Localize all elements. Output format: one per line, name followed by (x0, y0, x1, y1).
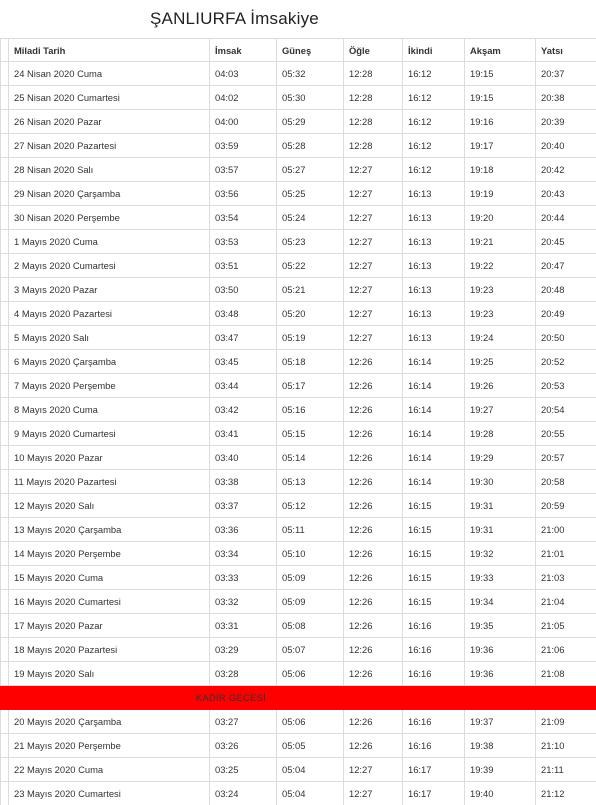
cell-gunes: 05:05 (277, 734, 344, 758)
cell-yatsi: 20:38 (536, 86, 596, 110)
cell-ogle: 12:27 (344, 278, 403, 302)
cell-gunes: 05:11 (277, 518, 344, 542)
cell-ogle: 12:26 (344, 470, 403, 494)
cell-date: 25 Nisan 2020 Cumartesi (9, 86, 210, 110)
row-edge-cell (1, 734, 9, 758)
cell-ogle: 12:28 (344, 110, 403, 134)
cell-gunes: 05:20 (277, 302, 344, 326)
cell-aksam: 19:34 (465, 590, 536, 614)
cell-date: 19 Mayıs 2020 Salı (9, 662, 210, 686)
cell-aksam: 19:36 (465, 638, 536, 662)
cell-imsak: 03:37 (210, 494, 277, 518)
cell-gunes: 05:22 (277, 254, 344, 278)
cell-ikindi: 16:13 (403, 230, 465, 254)
cell-ogle: 12:26 (344, 638, 403, 662)
header-edge-cell (1, 39, 9, 62)
cell-imsak: 03:33 (210, 566, 277, 590)
cell-imsak: 03:57 (210, 158, 277, 182)
cell-gunes: 05:14 (277, 446, 344, 470)
table-row (1, 758, 596, 782)
cell-yatsi: 20:39 (536, 110, 596, 134)
cell-date: 3 Mayıs 2020 Pazar (9, 278, 210, 302)
cell-gunes: 05:10 (277, 542, 344, 566)
table-row (1, 278, 596, 302)
cell-gunes: 05:12 (277, 494, 344, 518)
cell-date: 26 Nisan 2020 Pazar (9, 110, 210, 134)
cell-aksam: 19:31 (465, 518, 536, 542)
table-row (1, 326, 596, 350)
row-edge-cell (1, 326, 9, 350)
cell-yatsi: 20:45 (536, 230, 596, 254)
cell-yatsi: 20:49 (536, 302, 596, 326)
cell-ikindi: 16:14 (403, 398, 465, 422)
cell-gunes: 05:06 (277, 710, 344, 734)
table-row (1, 206, 596, 230)
cell-yatsi: 20:48 (536, 278, 596, 302)
cell-imsak: 03:38 (210, 470, 277, 494)
cell-ikindi: 16:12 (403, 158, 465, 182)
row-edge-cell (1, 206, 9, 230)
table-row (1, 494, 596, 518)
row-edge-cell (1, 638, 9, 662)
cell-ikindi: 16:16 (403, 662, 465, 686)
cell-ogle: 12:26 (344, 662, 403, 686)
cell-aksam: 19:18 (465, 158, 536, 182)
cell-yatsi: 20:47 (536, 254, 596, 278)
cell-ogle: 12:26 (344, 446, 403, 470)
cell-ikindi: 16:14 (403, 374, 465, 398)
cell-gunes: 05:04 (277, 758, 344, 782)
cell-aksam: 19:27 (465, 398, 536, 422)
row-edge-cell (1, 374, 9, 398)
cell-gunes: 05:27 (277, 158, 344, 182)
header-aksam: Akşam (465, 39, 536, 62)
row-edge-cell (1, 182, 9, 206)
cell-date: 18 Mayıs 2020 Pazartesi (9, 638, 210, 662)
cell-gunes: 05:06 (277, 662, 344, 686)
cell-ogle: 12:27 (344, 302, 403, 326)
cell-aksam: 19:39 (465, 758, 536, 782)
cell-imsak: 03:29 (210, 638, 277, 662)
table-row (1, 230, 596, 254)
cell-yatsi: 20:43 (536, 182, 596, 206)
header-ikindi: İkindi (403, 39, 465, 62)
cell-gunes: 05:29 (277, 110, 344, 134)
row-edge-cell (1, 134, 9, 158)
cell-yatsi: 20:58 (536, 470, 596, 494)
cell-date: 1 Mayıs 2020 Cuma (9, 230, 210, 254)
cell-aksam: 19:33 (465, 566, 536, 590)
cell-gunes: 05:07 (277, 638, 344, 662)
special-label: KADİR GECESİ (195, 692, 267, 703)
table-row (1, 470, 596, 494)
cell-imsak: 03:32 (210, 590, 277, 614)
cell-yatsi: 21:11 (536, 758, 596, 782)
cell-yatsi: 21:10 (536, 734, 596, 758)
cell-date: 20 Mayıs 2020 Çarşamba (9, 710, 210, 734)
cell-yatsi: 20:53 (536, 374, 596, 398)
cell-ikindi: 16:15 (403, 494, 465, 518)
cell-gunes: 05:25 (277, 182, 344, 206)
cell-ikindi: 16:15 (403, 566, 465, 590)
cell-ogle: 12:28 (344, 134, 403, 158)
row-edge-cell (1, 758, 9, 782)
cell-ikindi: 16:15 (403, 518, 465, 542)
cell-yatsi: 21:12 (536, 782, 596, 805)
cell-yatsi: 21:01 (536, 542, 596, 566)
cell-imsak: 03:53 (210, 230, 277, 254)
header-imsak: İmsak (210, 39, 277, 62)
cell-date: 27 Nisan 2020 Pazartesi (9, 134, 210, 158)
row-edge-cell (1, 446, 9, 470)
cell-aksam: 19:35 (465, 614, 536, 638)
cell-yatsi: 20:37 (536, 62, 596, 86)
cell-imsak: 03:34 (210, 542, 277, 566)
row-edge-cell (1, 350, 9, 374)
cell-date: 6 Mayıs 2020 Çarşamba (9, 350, 210, 374)
cell-date: 4 Mayıs 2020 Pazartesi (9, 302, 210, 326)
cell-aksam: 19:31 (465, 494, 536, 518)
cell-gunes: 05:28 (277, 134, 344, 158)
cell-yatsi: 20:40 (536, 134, 596, 158)
table-row (1, 614, 596, 638)
table-row (1, 446, 596, 470)
cell-ogle: 12:26 (344, 614, 403, 638)
cell-ogle: 12:27 (344, 182, 403, 206)
cell-ogle: 12:28 (344, 86, 403, 110)
row-edge-cell (1, 422, 9, 446)
cell-ikindi: 16:14 (403, 446, 465, 470)
table-row (1, 86, 596, 110)
cell-aksam: 19:24 (465, 326, 536, 350)
header-gunes: Güneş (277, 39, 344, 62)
row-edge-cell (1, 398, 9, 422)
cell-ogle: 12:27 (344, 206, 403, 230)
cell-ikindi: 16:16 (403, 734, 465, 758)
cell-date: 15 Mayıs 2020 Cuma (9, 566, 210, 590)
cell-ikindi: 16:15 (403, 590, 465, 614)
cell-imsak: 03:47 (210, 326, 277, 350)
cell-aksam: 19:28 (465, 422, 536, 446)
row-edge-cell (1, 254, 9, 278)
cell-imsak: 03:48 (210, 302, 277, 326)
row-edge-cell (1, 566, 9, 590)
cell-yatsi: 20:52 (536, 350, 596, 374)
row-edge-cell (1, 542, 9, 566)
cell-imsak: 03:59 (210, 134, 277, 158)
cell-yatsi: 21:09 (536, 710, 596, 734)
row-edge-cell (1, 710, 9, 734)
table-row (1, 734, 596, 758)
table-row (1, 62, 596, 86)
cell-yatsi: 20:54 (536, 398, 596, 422)
cell-date: 13 Mayıs 2020 Çarşamba (9, 518, 210, 542)
table-row (1, 398, 596, 422)
cell-imsak: 03:50 (210, 278, 277, 302)
cell-gunes: 05:32 (277, 62, 344, 86)
cell-gunes: 05:09 (277, 590, 344, 614)
cell-ogle: 12:26 (344, 710, 403, 734)
cell-aksam: 19:22 (465, 254, 536, 278)
cell-date: 2 Mayıs 2020 Cumartesi (9, 254, 210, 278)
cell-aksam: 19:21 (465, 230, 536, 254)
header-row (1, 39, 596, 62)
cell-imsak: 03:31 (210, 614, 277, 638)
cell-ikindi: 16:16 (403, 638, 465, 662)
cell-aksam: 19:37 (465, 710, 536, 734)
table-row (1, 134, 596, 158)
cell-imsak: 03:56 (210, 182, 277, 206)
cell-ikindi: 16:13 (403, 206, 465, 230)
cell-ogle: 12:26 (344, 422, 403, 446)
cell-ikindi: 16:17 (403, 782, 465, 805)
cell-aksam: 19:36 (465, 662, 536, 686)
cell-aksam: 19:23 (465, 302, 536, 326)
cell-ogle: 12:27 (344, 782, 403, 805)
cell-aksam: 19:17 (465, 134, 536, 158)
cell-imsak: 03:51 (210, 254, 277, 278)
cell-ikindi: 16:16 (403, 614, 465, 638)
table-row (1, 110, 596, 134)
cell-gunes: 05:19 (277, 326, 344, 350)
cell-ogle: 12:27 (344, 758, 403, 782)
table-row (1, 590, 596, 614)
cell-ikindi: 16:14 (403, 470, 465, 494)
cell-yatsi: 20:57 (536, 446, 596, 470)
table-row (1, 518, 596, 542)
cell-date: 21 Mayıs 2020 Perşembe (9, 734, 210, 758)
cell-yatsi: 21:00 (536, 518, 596, 542)
row-edge-cell (1, 110, 9, 134)
cell-imsak: 03:44 (210, 374, 277, 398)
table-row (1, 662, 596, 686)
table-row (1, 182, 596, 206)
cell-ogle: 12:26 (344, 590, 403, 614)
cell-imsak: 03:36 (210, 518, 277, 542)
cell-ikindi: 16:15 (403, 542, 465, 566)
row-edge-cell (1, 158, 9, 182)
cell-ogle: 12:26 (344, 566, 403, 590)
table-row (1, 158, 596, 182)
cell-aksam: 19:38 (465, 734, 536, 758)
row-edge-cell (1, 662, 9, 686)
cell-date: 23 Mayıs 2020 Cumartesi (9, 782, 210, 805)
table-row (1, 782, 596, 805)
cell-imsak: 03:25 (210, 758, 277, 782)
cell-date: 8 Mayıs 2020 Cuma (9, 398, 210, 422)
cell-aksam: 19:26 (465, 374, 536, 398)
cell-date: 28 Nisan 2020 Salı (9, 158, 210, 182)
cell-ogle: 12:27 (344, 254, 403, 278)
cell-ikindi: 16:12 (403, 134, 465, 158)
cell-imsak: 03:45 (210, 350, 277, 374)
cell-aksam: 19:19 (465, 182, 536, 206)
cell-imsak: 04:03 (210, 62, 277, 86)
cell-yatsi: 21:08 (536, 662, 596, 686)
table-row (1, 302, 596, 326)
cell-aksam: 19:32 (465, 542, 536, 566)
cell-ikindi: 16:12 (403, 86, 465, 110)
page-title: ŞANLIURFA İmsakiye (150, 9, 319, 28)
cell-ikindi: 16:12 (403, 62, 465, 86)
cell-ikindi: 16:13 (403, 278, 465, 302)
row-edge-cell (1, 518, 9, 542)
cell-gunes: 05:17 (277, 374, 344, 398)
cell-ogle: 12:26 (344, 734, 403, 758)
cell-aksam: 19:25 (465, 350, 536, 374)
table-body (1, 62, 596, 805)
cell-gunes: 05:09 (277, 566, 344, 590)
table-row (1, 566, 596, 590)
cell-ikindi: 16:14 (403, 422, 465, 446)
cell-date: 12 Mayıs 2020 Salı (9, 494, 210, 518)
cell-gunes: 05:13 (277, 470, 344, 494)
table-row (1, 374, 596, 398)
cell-ikindi: 16:13 (403, 254, 465, 278)
cell-ikindi: 16:12 (403, 110, 465, 134)
cell-date: 16 Mayıs 2020 Cumartesi (9, 590, 210, 614)
cell-gunes: 05:18 (277, 350, 344, 374)
row-edge-cell (1, 782, 9, 805)
cell-yatsi: 21:05 (536, 614, 596, 638)
cell-aksam: 19:15 (465, 86, 536, 110)
cell-imsak: 04:02 (210, 86, 277, 110)
cell-yatsi: 21:03 (536, 566, 596, 590)
cell-imsak: 03:27 (210, 710, 277, 734)
cell-ogle: 12:26 (344, 350, 403, 374)
cell-imsak: 04:00 (210, 110, 277, 134)
cell-imsak: 03:26 (210, 734, 277, 758)
table-row (1, 638, 596, 662)
special-row (1, 686, 596, 710)
cell-imsak: 03:42 (210, 398, 277, 422)
cell-ikindi: 16:14 (403, 350, 465, 374)
row-edge-cell (1, 278, 9, 302)
cell-date: 7 Mayıs 2020 Perşembe (9, 374, 210, 398)
cell-date: 29 Nisan 2020 Çarşamba (9, 182, 210, 206)
cell-date: 10 Mayıs 2020 Pazar (9, 446, 210, 470)
cell-ogle: 12:26 (344, 494, 403, 518)
cell-ogle: 12:28 (344, 62, 403, 86)
cell-date: 9 Mayıs 2020 Cumartesi (9, 422, 210, 446)
cell-date: 17 Mayıs 2020 Pazar (9, 614, 210, 638)
cell-ogle: 12:27 (344, 326, 403, 350)
special-cell (1, 686, 596, 710)
cell-yatsi: 20:44 (536, 206, 596, 230)
cell-ogle: 12:26 (344, 374, 403, 398)
cell-date: 30 Nisan 2020 Perşembe (9, 206, 210, 230)
cell-date: 5 Mayıs 2020 Salı (9, 326, 210, 350)
cell-ogle: 12:26 (344, 398, 403, 422)
cell-aksam: 19:30 (465, 470, 536, 494)
cell-date: 24 Nisan 2020 Cuma (9, 62, 210, 86)
cell-ogle: 12:26 (344, 542, 403, 566)
row-edge-cell (1, 590, 9, 614)
header-ogle: Öğle (344, 39, 403, 62)
table-header (1, 39, 596, 62)
cell-aksam: 19:16 (465, 110, 536, 134)
table-row (1, 254, 596, 278)
cell-imsak: 03:28 (210, 662, 277, 686)
cell-aksam: 19:15 (465, 62, 536, 86)
table-row (1, 710, 596, 734)
cell-gunes: 05:15 (277, 422, 344, 446)
cell-yatsi: 20:42 (536, 158, 596, 182)
cell-date: 11 Mayıs 2020 Pazartesi (9, 470, 210, 494)
cell-aksam: 19:29 (465, 446, 536, 470)
cell-gunes: 05:04 (277, 782, 344, 805)
cell-date: 22 Mayıs 2020 Cuma (9, 758, 210, 782)
cell-gunes: 05:23 (277, 230, 344, 254)
cell-ikindi: 16:13 (403, 182, 465, 206)
row-edge-cell (1, 62, 9, 86)
cell-ogle: 12:27 (344, 230, 403, 254)
cell-ikindi: 16:13 (403, 326, 465, 350)
cell-imsak: 03:24 (210, 782, 277, 805)
cell-aksam: 19:23 (465, 278, 536, 302)
row-edge-cell (1, 230, 9, 254)
imsakiye-table (0, 38, 596, 805)
row-edge-cell (1, 614, 9, 638)
cell-yatsi: 20:50 (536, 326, 596, 350)
row-edge-cell (1, 302, 9, 326)
cell-gunes: 05:21 (277, 278, 344, 302)
header-yatsi: Yatsı (536, 39, 596, 62)
cell-imsak: 03:54 (210, 206, 277, 230)
table-row (1, 542, 596, 566)
cell-yatsi: 21:04 (536, 590, 596, 614)
cell-aksam: 19:20 (465, 206, 536, 230)
cell-yatsi: 21:06 (536, 638, 596, 662)
cell-gunes: 05:16 (277, 398, 344, 422)
cell-imsak: 03:40 (210, 446, 277, 470)
cell-imsak: 03:41 (210, 422, 277, 446)
row-edge-cell (1, 86, 9, 110)
table-row (1, 422, 596, 446)
cell-yatsi: 20:59 (536, 494, 596, 518)
cell-ogle: 12:27 (344, 158, 403, 182)
cell-gunes: 05:08 (277, 614, 344, 638)
cell-gunes: 05:24 (277, 206, 344, 230)
cell-ikindi: 16:13 (403, 302, 465, 326)
row-edge-cell (1, 470, 9, 494)
cell-aksam: 19:40 (465, 782, 536, 805)
cell-yatsi: 20:55 (536, 422, 596, 446)
row-edge-cell (1, 494, 9, 518)
cell-ikindi: 16:16 (403, 710, 465, 734)
cell-gunes: 05:30 (277, 86, 344, 110)
cell-ikindi: 16:17 (403, 758, 465, 782)
table-row (1, 350, 596, 374)
cell-date: 14 Mayıs 2020 Perşembe (9, 542, 210, 566)
cell-ogle: 12:26 (344, 518, 403, 542)
header-date: Miladi Tarih (9, 39, 210, 62)
